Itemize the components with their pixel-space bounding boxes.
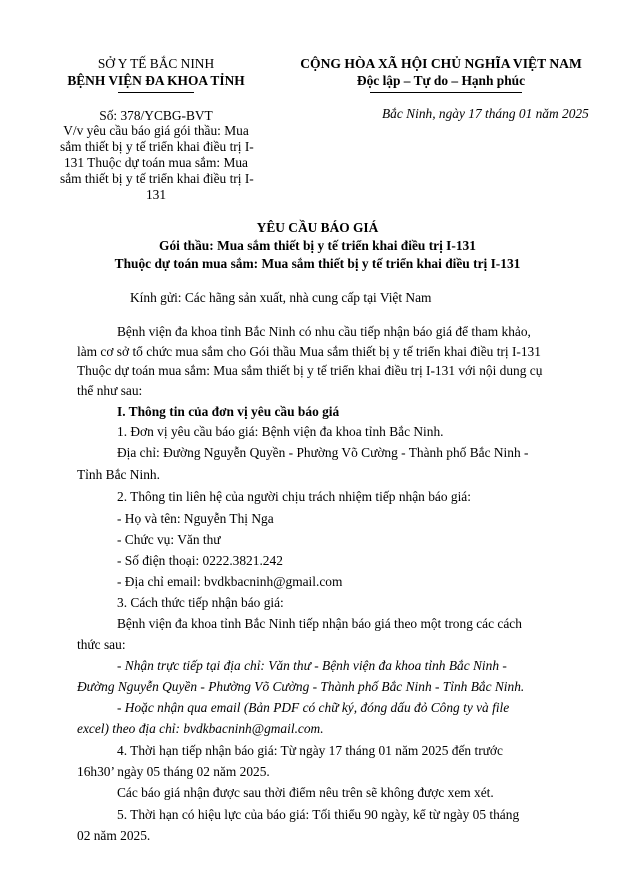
deadline: 4. Thời hạn tiếp nhận báo giá: Từ ngày 17 tháng 01 năm 2025 đến trước bbox=[117, 743, 503, 758]
document-title: YÊU CẦU BÁO GIÁ bbox=[256, 220, 379, 235]
national-motto: Độc lập – Tự do – Hạnh phúc bbox=[356, 73, 526, 88]
validity-period: 02 năm 2025. bbox=[77, 828, 151, 843]
contact-position: - Chức vụ: Văn thư bbox=[117, 532, 221, 547]
issuing-authority: SỞ Y TẾ BẮC NINH bbox=[97, 56, 215, 71]
contact-name: - Họ và tên: Nguyễn Thị Nga bbox=[117, 511, 274, 526]
document-number: Số: 378/YCBG-BVT bbox=[99, 108, 213, 123]
place-date: Bắc Ninh, ngày 17 tháng 01 năm 2025 bbox=[382, 106, 589, 121]
subject-line: sắm thiết bị y tế triển khai điều trị I- bbox=[60, 139, 254, 154]
subject-line: sắm thiết bị y tế triển khai điều trị I- bbox=[60, 171, 254, 186]
receipt-method-email: excel) theo địa chỉ: bvdkbacninh@gmail.com. bbox=[77, 721, 324, 736]
hospital-name: BỆNH VIỆN ĐA KHOA TỈNH bbox=[67, 73, 245, 88]
receipt-method-heading: 3. Cách thức tiếp nhận báo giá: bbox=[117, 595, 284, 610]
subject-line: V/v yêu cầu báo giá gói thầu: Mua bbox=[63, 123, 249, 138]
address-line: Tỉnh Bắc Ninh. bbox=[77, 467, 160, 482]
intro-line: làm cơ sở tổ chức mua sắm cho Gói thầu Mua sắm thiết bị y tế triển khai điều trị I-131 bbox=[77, 344, 541, 359]
contact-email: - Địa chỉ email: bvdkbacninh@gmail.com bbox=[117, 574, 343, 589]
subject-line: 131 bbox=[145, 187, 167, 202]
intro-line: Bệnh viện đa khoa tỉnh Bắc Ninh có nhu cầu tiếp nhận báo giá để tham khảo, bbox=[117, 324, 531, 339]
deadline: 16h30’ ngày 05 tháng 02 năm 2025. bbox=[77, 764, 270, 779]
late-submission-note: Các báo giá nhận được sau thời điểm nêu trên sẽ không được xem xét. bbox=[117, 785, 494, 800]
section-heading: I. Thông tin của đơn vị yêu cầu báo giá bbox=[117, 404, 340, 419]
receipt-method-intro: thức sau: bbox=[77, 637, 126, 652]
receipt-method-direct: Đường Nguyễn Quyền - Phường Võ Cường - Thành phố Bắc Ninh - Tỉnh Bắc Ninh. bbox=[77, 679, 525, 694]
subject-line: 131 Thuộc dự toán mua sắm: Mua bbox=[63, 155, 249, 170]
contact-phone: - Số điện thoại: 0222.3821.242 bbox=[117, 553, 283, 568]
requesting-unit: 1. Đơn vị yêu cầu báo giá: Bệnh viện đa khoa tỉnh Bắc Ninh. bbox=[117, 424, 444, 439]
receipt-method-email: - Hoặc nhận qua email (Bản PDF có chữ ký, đóng dấu đỏ Công ty và file bbox=[117, 700, 510, 715]
budget-title: Thuộc dự toán mua sắm: Mua sắm thiết bị y tế triển khai điều trị I-131 bbox=[114, 256, 521, 271]
address-line: Địa chỉ: Đường Nguyễn Quyền - Phường Võ Cường - Thành phố Bắc Ninh - bbox=[117, 445, 529, 460]
intro-line: thể như sau: bbox=[77, 383, 143, 398]
header-right-underline bbox=[370, 92, 522, 93]
contact-heading: 2. Thông tin liên hệ của người chịu trách nhiệm tiếp nhận báo giá: bbox=[117, 489, 471, 504]
intro-line: Thuộc dự toán mua sắm: Mua sắm thiết bị y tế triển khai điều trị I-131 với nội dung cụ bbox=[77, 363, 543, 378]
header-left-underline bbox=[118, 92, 194, 93]
package-title: Gói thầu: Mua sắm thiết bị y tế triển khai điều trị I-131 bbox=[159, 238, 476, 253]
salutation: Kính gửi: Các hãng sản xuất, nhà cung cấp tại Việt Nam bbox=[130, 290, 432, 305]
receipt-method-intro: Bệnh viện đa khoa tỉnh Bắc Ninh tiếp nhận báo giá theo một trong các cách bbox=[117, 616, 522, 631]
national-title: CỘNG HÒA XÃ HỘI CHỦ NGHĨA VIỆT NAM bbox=[300, 56, 582, 71]
receipt-method-direct: - Nhận trực tiếp tại địa chỉ: Văn thư - Bệnh viện đa khoa tỉnh Bắc Ninh - bbox=[117, 658, 507, 673]
validity-period: 5. Thời hạn có hiệu lực của báo giá: Tối thiểu 90 ngày, kể từ ngày 05 tháng bbox=[117, 807, 520, 822]
